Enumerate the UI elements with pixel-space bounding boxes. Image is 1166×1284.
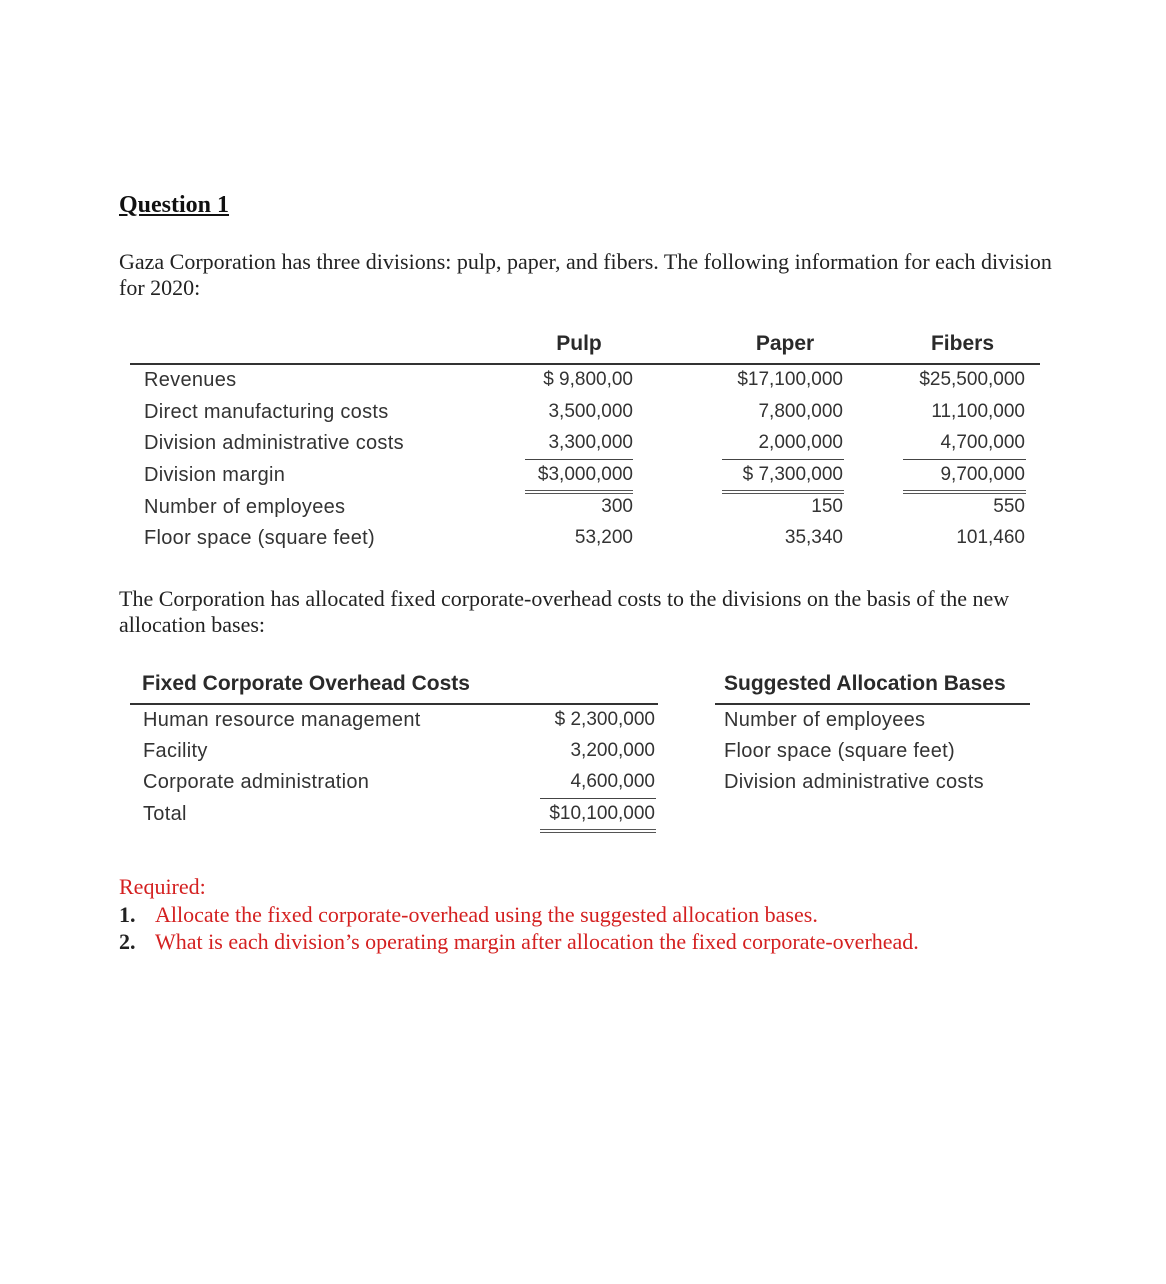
overhead-label-facility: Facility (143, 740, 208, 762)
overhead-header-rule-left (130, 703, 658, 705)
total-double-rule-pulp (525, 490, 633, 494)
overhead-subtotal-rule (540, 798, 656, 799)
total-double-rule-fibers (903, 490, 1026, 494)
overhead-label-total: Total (143, 803, 187, 825)
column-header-pulp: Pulp (556, 332, 602, 355)
required-item-2-text: What is each division’s operating margin after allocation the fixed corporate-overhead. (155, 929, 919, 954)
overhead-label-corp-admin: Corporate administration (143, 771, 370, 793)
overhead-amount-hr: $ 2,300,000 (554, 709, 655, 730)
cell-revenues-paper: $17,100,000 (737, 369, 843, 390)
required-title: Required: (119, 874, 206, 899)
required-item-1-text: Allocate the fixed corporate-overhead using the suggested allocation bases. (155, 902, 818, 927)
overhead-amount-corp-admin: 4,600,000 (570, 771, 655, 792)
cell-margin-paper: $ 7,300,000 (742, 464, 843, 485)
column-header-fibers: Fibers (930, 332, 995, 355)
intro-paragraph: Gaza Corporation has three divisions: pulp, paper, and fibers. The following information for each division for 2020: (119, 249, 1052, 300)
overhead-header-right: Suggested Allocation Bases (724, 672, 1006, 695)
allocation-paragraph: The Corporation has allocated fixed corporate-overhead costs to the divisions on the basis of the new allocation bases: (119, 586, 1010, 637)
question-title: Question 1 (119, 192, 230, 218)
required-item-2 (119, 929, 919, 955)
cell-floor-fibers: 101,460 (956, 527, 1025, 548)
cell-employees-fibers: 550 (993, 496, 1025, 517)
row-label-division-admin: Division administrative costs (144, 432, 404, 454)
required-item-2-number: 2. (119, 929, 136, 954)
cell-margin-pulp: $3,000,000 (537, 464, 633, 485)
row-label-direct-costs: Direct manufacturing costs (144, 401, 389, 423)
cell-margin-fibers: 9,700,000 (940, 464, 1025, 485)
overhead-amount-facility: 3,200,000 (570, 740, 655, 761)
subtotal-rule-paper (722, 459, 844, 460)
cell-employees-pulp: 300 (601, 496, 633, 517)
cell-revenues-pulp: $ 9,800,00 (543, 369, 633, 390)
overhead-basis-hr: Number of employees (724, 709, 926, 731)
required-item-1-number: 1. (119, 902, 136, 927)
overhead-total-double-rule (540, 829, 656, 833)
cell-direct-pulp: 3,500,000 (548, 401, 633, 422)
row-label-floor-space: Floor space (square feet) (144, 527, 375, 549)
cell-employees-paper: 150 (811, 496, 843, 517)
subtotal-rule-fibers (903, 459, 1026, 460)
row-label-division-margin: Division margin (144, 464, 286, 486)
overhead-header-left: Fixed Corporate Overhead Costs (142, 672, 470, 695)
column-header-paper: Paper (755, 332, 815, 355)
cell-direct-fibers: 11,100,000 (931, 401, 1025, 422)
cell-admin-paper: 2,000,000 (758, 432, 843, 453)
required-item-1 (119, 902, 818, 928)
subtotal-rule-pulp (525, 459, 633, 460)
total-double-rule-paper (722, 490, 844, 494)
overhead-basis-facility: Floor space (square feet) (724, 740, 955, 762)
row-label-revenues: Revenues (144, 369, 237, 391)
overhead-label-hr: Human resource management (143, 709, 421, 731)
table-header-rule (130, 363, 1040, 365)
row-label-employees: Number of employees (144, 496, 346, 518)
cell-admin-pulp: 3,300,000 (548, 432, 633, 453)
overhead-basis-corp-admin: Division administrative costs (724, 771, 984, 793)
cell-admin-fibers: 4,700,000 (940, 432, 1025, 453)
cell-direct-paper: 7,800,000 (758, 401, 843, 422)
cell-floor-paper: 35,340 (784, 527, 843, 548)
overhead-header-rule-right (715, 703, 1030, 705)
cell-floor-pulp: 53,200 (574, 527, 633, 548)
cell-revenues-fibers: $25,500,000 (919, 369, 1025, 390)
overhead-amount-total: $10,100,000 (549, 803, 655, 824)
